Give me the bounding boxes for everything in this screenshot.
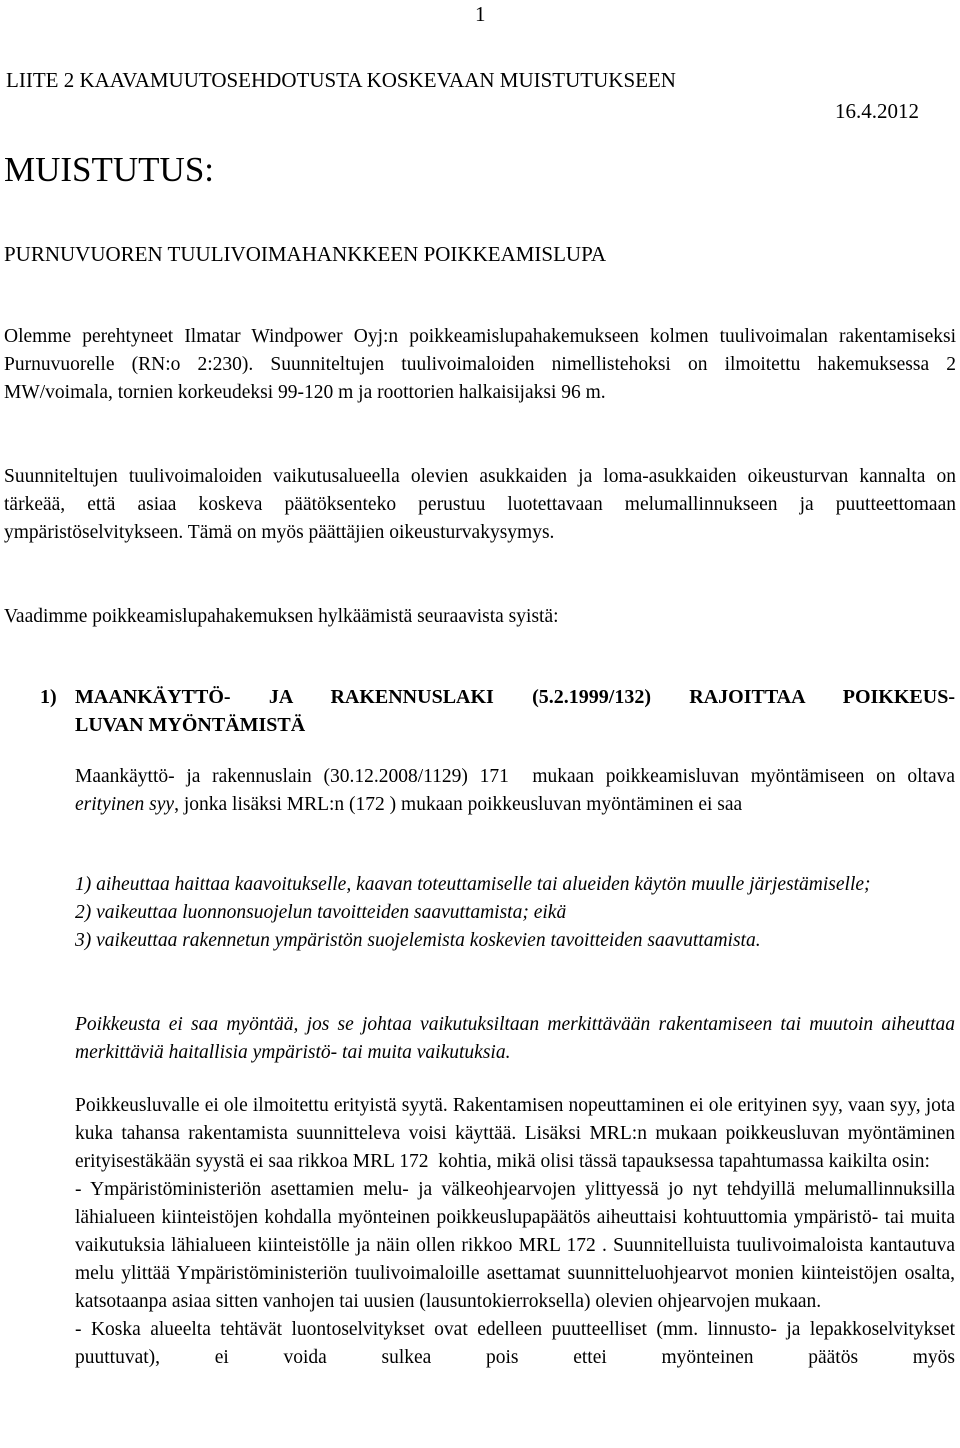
text-run: . Suunnitelluista tuulivoimaloista kantautuva melu ylittää Ympäristöministeriön tuulivoimaloille asettamat suunnitteluohjearvot monien kiinteistöjen osalta, katsotaanpa asiaa sitten vanhojen tai uusien (lausuntokierroksella) olevien ohjearvojen mukaan.	[75, 1235, 956, 1312]
text-run: Poikkeusluvalle ei ole ilmoitettu erityistä syytä. Rakentamisen nopeuttaminen ei ole erityinen syy, vaan syy, jota kuka tahansa rakentamista suunnitteleva voisi käyttää. Lisäksi MRL:n mukaan poikkeusluvan myöntäminen erityisestäkään syystä ei saa rikkoa MRL 172	[75, 1095, 955, 1172]
text-run: Maankäyttö- ja rakennuslain (30.12.2008/1129) 171	[75, 766, 509, 787]
text-run: , jonka lisäksi MRL:n (172	[174, 794, 385, 815]
bullet-text: - Koska alueelta tehtävät luontoselvitykset ovat edelleen puutteelliset (mm. linnusto- ja lepakkoselvitykset puuttuvat), ei voida sulkea pois ettei myönteinen päätös myös	[75, 1319, 955, 1368]
section-1-items	[75, 871, 955, 955]
text-run: ) mukaan poikkeusluvan myöntäminen ei saa	[389, 794, 743, 815]
document-header: LIITE 2 KAAVAMUUTOSEHDOTUSTA KOSKEVAAN MUISTUTUKSEEN	[6, 68, 676, 92]
page-title: MUISTUTUS:	[4, 150, 215, 189]
page-subtitle: PURNUVUOREN TUULIVOIMAHANKKEEN POIKKEAMISLUPA	[4, 242, 607, 266]
text-run: kohtia, mikä olisi tässä tapauksessa tapahtumassa kaikilta osin:	[433, 1151, 930, 1172]
emphasis: erityinen syy	[75, 794, 175, 815]
intro-text-3: Vaadimme poikkeamislupahakemuksen hylkäämistä seuraavista syistä:	[4, 606, 559, 627]
intro-text-2: Suunniteltujen tuulivoimaloiden vaikutusalueella olevien asukkaiden ja loma-asukkaiden oikeusturvan kannalta on tärkeää, että asiaa koskeva päätöksenteko perustuu luotettavaan melumallinnukseen ja puutteettomaan ympäristöselvitykseen. Tämä on myös päättäjien oikeusturvakysymys.	[4, 466, 956, 543]
intro-text-1: Olemme perehtyneet Ilmatar Windpower Oyj:n poikkeamislupahakemukseen kolmen tuulivoimalan rakentamiseksi Purnuvuorelle (RN:o 2:230). Suunniteltujen tuulivoimaloiden nimellistehoksi on ilmoitettu hakemuksessa 2 MW/voimala, tornien korkeudeksi 99-120 m ja roottorien halkaisijaksi 96 m.	[4, 326, 956, 403]
document-date: 16.4.2012	[835, 99, 919, 123]
intro-paragraph-1	[4, 323, 956, 407]
page-number: 1	[475, 2, 486, 26]
section-heading-line-1: MAANKÄYTTÖ- JA RAKENNUSLAKI (5.2.1999/132) RAJOITTAA POIKKEUS-	[75, 686, 955, 708]
list-item: 2) vaikeuttaa luonnonsuojelun tavoitteiden saavuttamista; eikä	[75, 902, 567, 923]
text-run: - Ympäristöministeriön asettamien melu- ja välkeohjearvojen ylittyessä jo nyt tehdyillä melumallinnuksilla lähialueen kiinteistöjen kohdalla myönteinen poikkeuslupapäätös aiheuttaisi kohtuuttomia ympäristö- tai muita vaikutuksia lähialueen kiinteistölle ja näin ollen rikkoo MRL 172	[75, 1179, 955, 1256]
intro-paragraph-2	[4, 463, 956, 547]
section-1-paragraph-1	[75, 763, 955, 819]
section-1-heading	[40, 683, 955, 739]
list-item: 3) vaikeuttaa rakennetun ympäristön suojelemista koskevien tavoitteiden saavuttamista.	[75, 930, 761, 951]
intro-paragraph-3	[4, 603, 956, 631]
section-1-paragraph-2	[75, 1011, 955, 1067]
section-heading-line-2: LUVAN MYÖNTÄMISTÄ	[75, 714, 306, 736]
text-run: mukaan poikkeamisluvan myöntämiseen on oltava	[520, 766, 956, 787]
list-item: 1) aiheuttaa haittaa kaavoitukselle, kaavan toteuttamiselle tai alueiden käytön muulle järjestämiselle;	[75, 874, 871, 895]
section-1-paragraph-3	[75, 1092, 955, 1372]
gap	[509, 766, 521, 787]
section-number: 1)	[40, 686, 57, 708]
emphasis: Poikkeusta ei saa myöntää, jos se johtaa vaikutuksiltaan merkittävään rakentamiseen tai muutoin aiheuttaa merkittäviä haitallisia ympäristö- tai muita vaikutuksia.	[75, 1014, 955, 1063]
